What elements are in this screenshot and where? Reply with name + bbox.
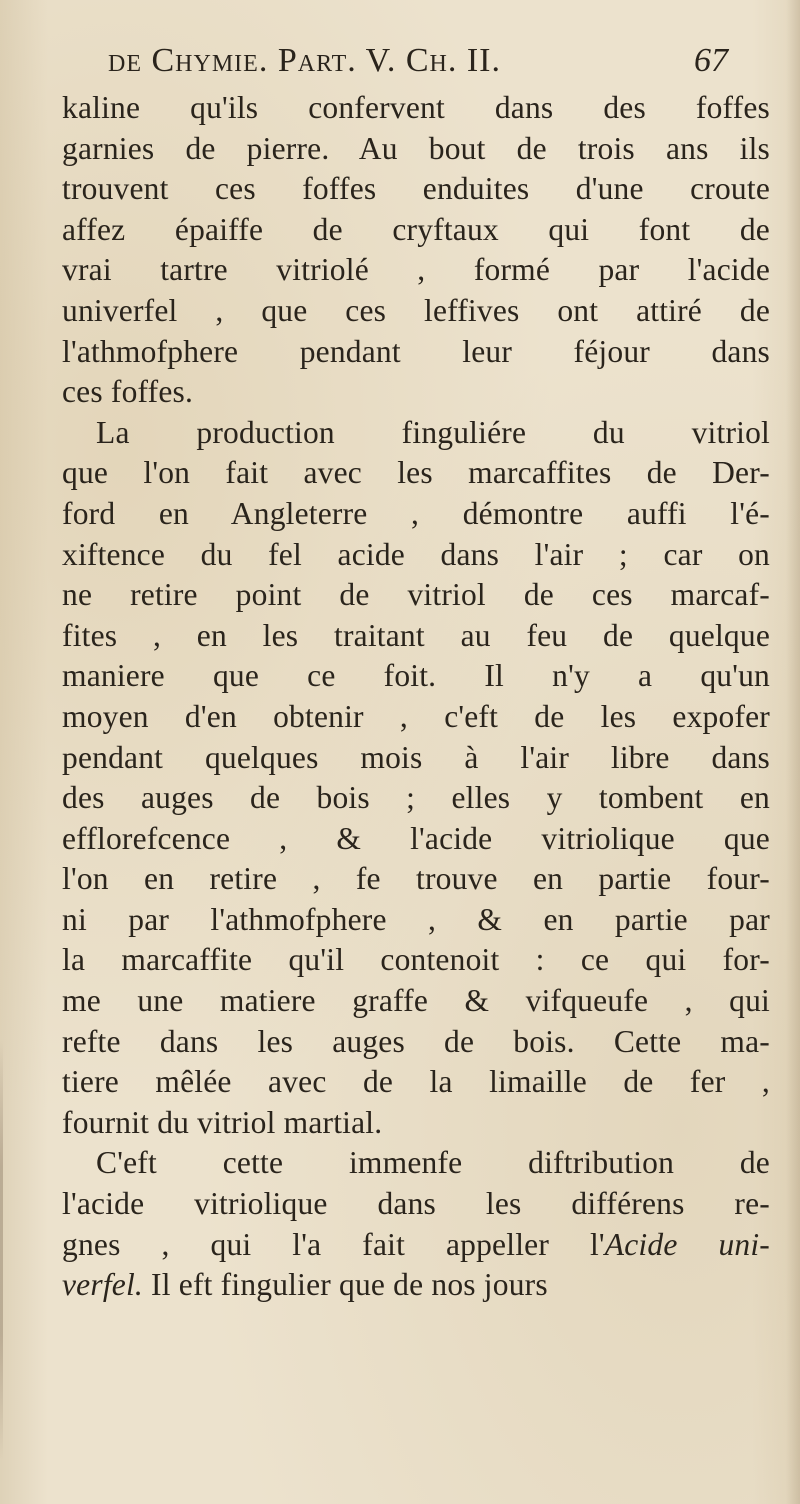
text-line: efflorefcence , & l'acide vitriolique que <box>62 820 770 856</box>
text-line: xiftence du fel acide dans l'air ; car on <box>62 536 770 572</box>
text-line: l'on en retire , fe trouve en partie four- <box>62 861 770 897</box>
line-text: Il eft fingulier que de nos jours <box>142 1267 548 1303</box>
text-line: fournit du vitriol martial. <box>62 1104 383 1140</box>
text-line: garnies de pierre. Au bout de trois ans ils <box>62 130 770 166</box>
text-line: la marcaffite qu'il contenoit : ce qui for- <box>62 942 770 978</box>
text-line: ces foffes. <box>62 374 194 410</box>
italic-phrase: verfel. <box>62 1267 143 1303</box>
text-line: refte dans les auges de bois. Cette ma- <box>62 1023 770 1059</box>
page-number: 67 <box>694 42 728 79</box>
text-line: ni par l'athmofphere , & en partie par <box>62 901 770 937</box>
running-head <box>108 42 728 86</box>
text-line: trouvent ces foffes enduites d'une croute <box>62 171 770 207</box>
text-line-with-italic <box>62 1265 770 1306</box>
text-line: La production finguliére du vitriol <box>96 414 770 450</box>
text-line: tiere mêlée avec de la limaille de fer , <box>62 1064 770 1100</box>
text-line: maniere que ce foit. Il n'y a qu'un <box>62 658 770 694</box>
italic-phrase: Acide uni- <box>604 1226 770 1262</box>
text-line: vrai tartre vitriolé , formé par l'acide <box>62 252 770 288</box>
text-line: des auges de bois ; elles y tombent en <box>62 780 770 816</box>
text-line: me une matiere graffe & vifqueufe , qui <box>62 983 770 1019</box>
running-head-title: de Chymie. Part. V. Ch. II. <box>108 42 502 79</box>
text-line: ne retire point de vitriol de ces marcaf- <box>62 577 770 613</box>
line-text: gnes , qui l'a fait appeller l' <box>62 1226 605 1262</box>
margin-shadow <box>0 1040 3 1460</box>
text-line: univerfel , que ces leffives ont attiré de <box>62 292 770 328</box>
text-line: l'athmofphere pendant leur féjour dans <box>62 333 770 369</box>
text-line-with-italic <box>62 1225 770 1266</box>
text-line: pendant quelques mois à l'air libre dans <box>62 739 770 775</box>
text-line: que l'on fait avec les marcaffites de Der- <box>62 455 770 491</box>
body-text <box>62 88 770 1306</box>
text-line: moyen d'en obtenir , c'eft de les expofer <box>62 698 770 734</box>
page-edge-shadow <box>786 0 800 1504</box>
text-line: l'acide vitriolique dans les différens re- <box>62 1186 770 1222</box>
text-line: fites , en les traitant au feu de quelque <box>62 617 770 653</box>
text-line: affez épaiffe de cryftaux qui font de <box>62 211 770 247</box>
text-line: kaline qu'ils confervent dans des foffes <box>62 90 770 125</box>
text-line: ford en Angleterre , démontre auffi l'é- <box>62 495 770 531</box>
text-line: C'eft cette immenfe diftribution de <box>96 1145 770 1181</box>
